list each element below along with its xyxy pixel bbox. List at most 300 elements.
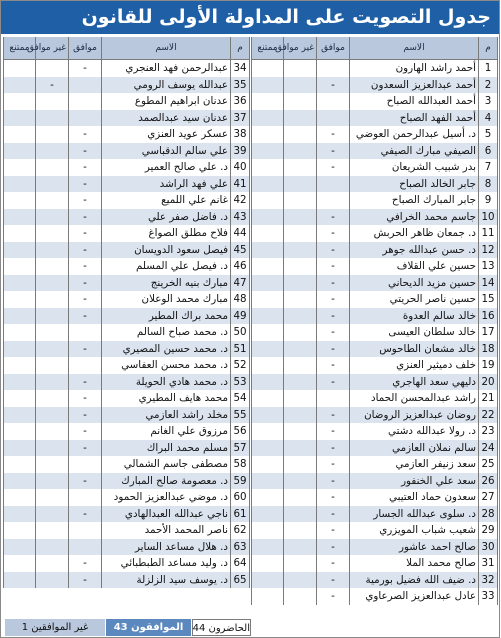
member-name: عدنان ابراهيم المطوع	[102, 93, 231, 110]
member-name: صالح محمد الملا	[350, 555, 479, 572]
vote-agree: -	[317, 440, 350, 457]
vote-abstain	[4, 93, 36, 110]
vote-abstain	[252, 291, 284, 308]
row-number: 18	[479, 341, 498, 358]
vote-abstain	[4, 126, 36, 143]
table-header-row	[252, 37, 498, 60]
vote-agree	[317, 60, 350, 77]
vote-abstain	[4, 192, 36, 209]
table-row	[252, 275, 498, 292]
member-name: حسين ناصر الحريتي	[350, 291, 479, 308]
table-row	[252, 308, 498, 325]
vote-agree: -	[69, 242, 102, 259]
vote-abstain	[252, 506, 284, 523]
table-row	[4, 159, 250, 176]
vote-agree: -	[69, 258, 102, 275]
member-name: صالح احمد عاشور	[350, 539, 479, 556]
row-number: 35	[231, 77, 250, 94]
member-name: د. سلوى عبدالله الجسار	[350, 506, 479, 523]
vote-agree: -	[69, 60, 102, 77]
row-number: 59	[231, 473, 250, 490]
vote-abstain	[4, 489, 36, 506]
vote-agree	[69, 77, 102, 94]
member-name: عبدالرحمن فهد العنجري	[102, 60, 231, 77]
vote-agree: -	[317, 588, 350, 605]
vote-agree: -	[317, 374, 350, 391]
vote-disagree	[284, 143, 317, 160]
table-row	[252, 407, 498, 424]
vote-disagree	[284, 440, 317, 457]
vote-agree: -	[317, 341, 350, 358]
member-name: شعيب شباب المويزري	[350, 522, 479, 539]
vote-agree: -	[317, 473, 350, 490]
vote-disagree	[284, 77, 317, 94]
vote-disagree	[284, 341, 317, 358]
vote-agree: -	[317, 126, 350, 143]
member-name: د. جمعان ظاهر الحربش	[350, 225, 479, 242]
table-row	[252, 341, 498, 358]
vote-disagree	[36, 374, 69, 391]
table-row	[4, 93, 250, 110]
member-name: فلاح مطلق الصواغ	[102, 225, 231, 242]
vote-abstain	[4, 275, 36, 292]
table-row	[252, 143, 498, 160]
table-row	[4, 225, 250, 242]
vote-disagree	[284, 60, 317, 77]
vote-agree: -	[69, 308, 102, 325]
row-number: 23	[479, 423, 498, 440]
vote-agree: -	[317, 308, 350, 325]
member-name: محمد هايف المطيري	[102, 390, 231, 407]
vote-disagree	[36, 506, 69, 523]
vote-agree: -	[69, 143, 102, 160]
vote-abstain	[4, 308, 36, 325]
vote-disagree	[36, 440, 69, 457]
table-row	[252, 60, 498, 77]
table-row	[4, 522, 250, 539]
header-abstain: ممتنع	[4, 37, 36, 60]
header-agree: موافق	[317, 37, 350, 60]
member-name: ناصر المحمد الأحمد	[102, 522, 231, 539]
vote-abstain	[252, 242, 284, 259]
vote-agree	[69, 539, 102, 556]
vote-agree: -	[317, 143, 350, 160]
table-row	[4, 539, 250, 556]
vote-abstain	[252, 126, 284, 143]
vote-disagree	[284, 291, 317, 308]
member-name: سعدون حماد العتيبي	[350, 489, 479, 506]
member-name: جابر الخالد الصباح	[350, 176, 479, 193]
vote-abstain	[4, 456, 36, 473]
table-row	[4, 143, 250, 160]
table-row	[4, 110, 250, 127]
table-row	[4, 555, 250, 572]
table-row	[252, 209, 498, 226]
row-number: 53	[231, 374, 250, 391]
vote-abstain	[252, 572, 284, 589]
member-name: د. رولا عبدالله دشتي	[350, 423, 479, 440]
member-name: مرزوق علي الغانم	[102, 423, 231, 440]
vote-disagree	[284, 489, 317, 506]
member-name: راشد عبدالمحسن الحماد	[350, 390, 479, 407]
member-name: د. فيصل علي المسلم	[102, 258, 231, 275]
vote-agree: -	[317, 242, 350, 259]
row-number: 12	[479, 242, 498, 259]
table-row	[4, 390, 250, 407]
vote-disagree	[36, 555, 69, 572]
member-name: خالد سالم العدوة	[350, 308, 479, 325]
table-row	[4, 489, 250, 506]
table-row	[252, 374, 498, 391]
member-name: د. هلال مساعد الساير	[102, 539, 231, 556]
vote-disagree	[36, 390, 69, 407]
vote-disagree	[36, 473, 69, 490]
row-number: 14	[479, 275, 498, 292]
vote-agree	[317, 192, 350, 209]
vote-abstain	[252, 456, 284, 473]
vote-abstain	[4, 143, 36, 160]
row-number: 5	[479, 126, 498, 143]
vote-abstain	[252, 407, 284, 424]
vote-agree: -	[317, 522, 350, 539]
vote-disagree	[284, 176, 317, 193]
vote-agree	[69, 110, 102, 127]
table-row	[4, 324, 250, 341]
vote-abstain	[4, 209, 36, 226]
vote-disagree	[284, 258, 317, 275]
row-number: 38	[231, 126, 250, 143]
member-name: مبارك بنيه الخرينج	[102, 275, 231, 292]
vote-agree: -	[69, 423, 102, 440]
table-row	[4, 242, 250, 259]
vote-abstain	[4, 60, 36, 77]
table-row	[4, 506, 250, 523]
member-name: علي سالم الدقباسي	[102, 143, 231, 160]
vote-abstain	[252, 258, 284, 275]
vote-disagree	[284, 275, 317, 292]
vote-disagree	[36, 110, 69, 127]
vote-disagree	[284, 225, 317, 242]
row-number: 20	[479, 374, 498, 391]
row-number: 26	[479, 473, 498, 490]
row-number: 10	[479, 209, 498, 226]
member-name: بدر شبيب الشريعان	[350, 159, 479, 176]
member-name: مبارك محمد الوعلان	[102, 291, 231, 308]
row-number: 36	[231, 93, 250, 110]
vote-abstain	[252, 275, 284, 292]
row-number: 54	[231, 390, 250, 407]
vote-abstain	[252, 324, 284, 341]
vote-agree	[317, 93, 350, 110]
row-number: 30	[479, 539, 498, 556]
vote-disagree	[36, 192, 69, 209]
vote-abstain	[252, 60, 284, 77]
row-number: 48	[231, 291, 250, 308]
member-name: أحمد عبدالعزيز السعدون	[350, 77, 479, 94]
present-total: الحاضرون 44	[192, 619, 251, 636]
table-row	[252, 522, 498, 539]
vote-agree: -	[69, 291, 102, 308]
vote-disagree	[36, 539, 69, 556]
vote-disagree	[284, 374, 317, 391]
vote-agree	[317, 110, 350, 127]
row-number: 29	[479, 522, 498, 539]
table-row	[4, 192, 250, 209]
vote-agree: -	[317, 291, 350, 308]
vote-abstain	[252, 143, 284, 160]
vote-abstain	[252, 555, 284, 572]
vote-disagree	[36, 357, 69, 374]
row-number: 11	[479, 225, 498, 242]
vote-disagree	[36, 522, 69, 539]
member-name: د. ضيف الله فضيل بورمية	[350, 572, 479, 589]
row-number: 7	[479, 159, 498, 176]
table-row	[4, 423, 250, 440]
table-row	[4, 126, 250, 143]
vote-disagree	[284, 110, 317, 127]
vote-abstain	[252, 374, 284, 391]
table-row	[4, 77, 250, 94]
vote-disagree	[284, 308, 317, 325]
vote-abstain	[252, 176, 284, 193]
member-name: جابر المبارك الصباح	[350, 192, 479, 209]
row-number: 8	[479, 176, 498, 193]
table-row	[4, 341, 250, 358]
member-name: مخلد راشد العازمي	[102, 407, 231, 424]
member-name: سعد علي الخنفور	[350, 473, 479, 490]
member-name: د. موضي عبدالعزيز الحمود	[102, 489, 231, 506]
vote-disagree	[284, 159, 317, 176]
title-bar	[1, 1, 499, 34]
vote-agree: -	[69, 407, 102, 424]
vote-disagree	[284, 555, 317, 572]
table-row	[252, 506, 498, 523]
vote-disagree	[36, 275, 69, 292]
vote-abstain	[252, 192, 284, 209]
vote-abstain	[4, 506, 36, 523]
row-number: 44	[231, 225, 250, 242]
member-name: جاسم محمد الخرافي	[350, 209, 479, 226]
header-name: الاسم	[102, 37, 231, 60]
vote-agree: -	[69, 275, 102, 292]
vote-disagree	[284, 539, 317, 556]
vote-abstain	[4, 440, 36, 457]
vote-agree: -	[317, 539, 350, 556]
member-name: علي فهد الراشد	[102, 176, 231, 193]
member-name: روضان عبدالعزيز الروضان	[350, 407, 479, 424]
table-row	[4, 374, 250, 391]
table-row	[252, 456, 498, 473]
row-number: 58	[231, 456, 250, 473]
table-row	[252, 258, 498, 275]
vote-disagree	[36, 324, 69, 341]
vote-agree: -	[69, 440, 102, 457]
vote-agree: -	[317, 357, 350, 374]
table-row	[252, 473, 498, 490]
vote-disagree	[36, 176, 69, 193]
member-name: سالم نملان العازمي	[350, 440, 479, 457]
table-row	[252, 588, 498, 605]
vote-disagree	[284, 588, 317, 605]
vote-agree: -	[317, 572, 350, 589]
vote-agree: -	[317, 555, 350, 572]
table-row	[4, 209, 250, 226]
member-name: فيصل سعود الدويسان	[102, 242, 231, 259]
vote-agree: -	[69, 341, 102, 358]
vote-disagree	[36, 225, 69, 242]
table-row	[4, 357, 250, 374]
vote-agree: -	[317, 324, 350, 341]
row-number: 13	[479, 258, 498, 275]
row-number: 55	[231, 407, 250, 424]
vote-agree: -	[69, 209, 102, 226]
vote-agree: -	[69, 506, 102, 523]
member-name: د. فاضل صفر علي	[102, 209, 231, 226]
member-name: خالد سلطان العيسى	[350, 324, 479, 341]
vote-abstain	[4, 110, 36, 127]
vote-agree: -	[69, 126, 102, 143]
vote-abstain	[4, 341, 36, 358]
vote-agree: -	[69, 555, 102, 572]
table-row	[4, 291, 250, 308]
vote-disagree	[284, 192, 317, 209]
row-number: 45	[231, 242, 250, 259]
table-row	[252, 324, 498, 341]
row-number: 1	[479, 60, 498, 77]
vote-agree: -	[317, 159, 350, 176]
vote-disagree	[284, 506, 317, 523]
row-number: 31	[479, 555, 498, 572]
vote-abstain	[4, 423, 36, 440]
vote-abstain	[4, 242, 36, 259]
member-name: أحمد راشد الهارون	[350, 60, 479, 77]
vote-disagree	[36, 258, 69, 275]
vote-abstain	[4, 539, 36, 556]
vote-disagree	[284, 357, 317, 374]
row-number: 41	[231, 176, 250, 193]
vote-abstain	[252, 110, 284, 127]
vote-abstain	[252, 357, 284, 374]
vote-abstain	[4, 522, 36, 539]
vote-agree: -	[317, 489, 350, 506]
left-vote-table	[3, 37, 250, 588]
member-name: د. محمد هادي الحويلة	[102, 374, 231, 391]
member-name: عبدالله يوسف الرومي	[102, 77, 231, 94]
member-name: مصطفى جاسم الشمالي	[102, 456, 231, 473]
member-name: د. محمد حسين المصيري	[102, 341, 231, 358]
table-row	[252, 110, 498, 127]
vote-agree: -	[69, 473, 102, 490]
vote-agree: -	[317, 407, 350, 424]
table-row	[4, 473, 250, 490]
vote-agree: -	[69, 390, 102, 407]
vote-abstain	[252, 390, 284, 407]
vote-abstain	[4, 390, 36, 407]
vote-abstain	[252, 159, 284, 176]
table-row	[4, 60, 250, 77]
table-row	[4, 456, 250, 473]
table-row	[252, 93, 498, 110]
vote-abstain	[4, 77, 36, 94]
row-number: 49	[231, 308, 250, 325]
member-name: الصيفي مبارك الصيفي	[350, 143, 479, 160]
table-row	[4, 308, 250, 325]
header-abstain: ممتنع	[252, 37, 284, 60]
vote-abstain	[252, 77, 284, 94]
row-number: 43	[231, 209, 250, 226]
vote-agree: -	[317, 77, 350, 94]
row-number: 57	[231, 440, 250, 457]
vote-abstain	[252, 209, 284, 226]
vote-abstain	[4, 374, 36, 391]
vote-disagree	[36, 93, 69, 110]
vote-abstain	[4, 555, 36, 572]
table-row	[4, 275, 250, 292]
vote-agree: -	[317, 506, 350, 523]
member-name: حسين علي القلاف	[350, 258, 479, 275]
row-number: 15	[479, 291, 498, 308]
row-number: 25	[479, 456, 498, 473]
vote-disagree: -	[36, 77, 69, 94]
member-name: مسلم محمد البراك	[102, 440, 231, 457]
member-name: د. محمد محسن العفاسي	[102, 357, 231, 374]
member-name: أحمد الفهد الصباح	[350, 110, 479, 127]
row-number: 56	[231, 423, 250, 440]
vote-agree: -	[69, 374, 102, 391]
row-number: 60	[231, 489, 250, 506]
row-number: 22	[479, 407, 498, 424]
vote-disagree	[284, 209, 317, 226]
vote-agree: -	[69, 192, 102, 209]
row-number: 37	[231, 110, 250, 127]
vote-abstain	[4, 291, 36, 308]
vote-disagree	[36, 407, 69, 424]
vote-abstain	[4, 159, 36, 176]
table-row	[252, 176, 498, 193]
row-number: 40	[231, 159, 250, 176]
table-row	[4, 176, 250, 193]
row-number: 27	[479, 489, 498, 506]
vote-agree: -	[317, 209, 350, 226]
table-row	[4, 258, 250, 275]
row-number: 19	[479, 357, 498, 374]
vote-agree: -	[69, 159, 102, 176]
vote-disagree	[36, 456, 69, 473]
vote-disagree	[36, 209, 69, 226]
table-row	[252, 489, 498, 506]
right-vote-table	[251, 37, 498, 605]
row-number: 42	[231, 192, 250, 209]
table-row	[252, 291, 498, 308]
vote-agree: -	[69, 225, 102, 242]
vote-agree: -	[317, 258, 350, 275]
row-number: 6	[479, 143, 498, 160]
vote-agree	[69, 522, 102, 539]
agree-total: الموافقون 43	[106, 619, 191, 636]
row-number: 16	[479, 308, 498, 325]
row-number: 50	[231, 324, 250, 341]
vote-abstain	[252, 440, 284, 457]
vote-disagree	[284, 242, 317, 259]
member-name: د. يوسف سيد الزلزلة	[102, 572, 231, 589]
table-row	[252, 242, 498, 259]
row-number: 28	[479, 506, 498, 523]
table-row	[252, 357, 498, 374]
vote-disagree	[284, 407, 317, 424]
member-name: دليهي سعد الهاجري	[350, 374, 479, 391]
header-num: م	[479, 37, 498, 60]
disagree-total: غير الموافقين 1	[5, 619, 105, 636]
